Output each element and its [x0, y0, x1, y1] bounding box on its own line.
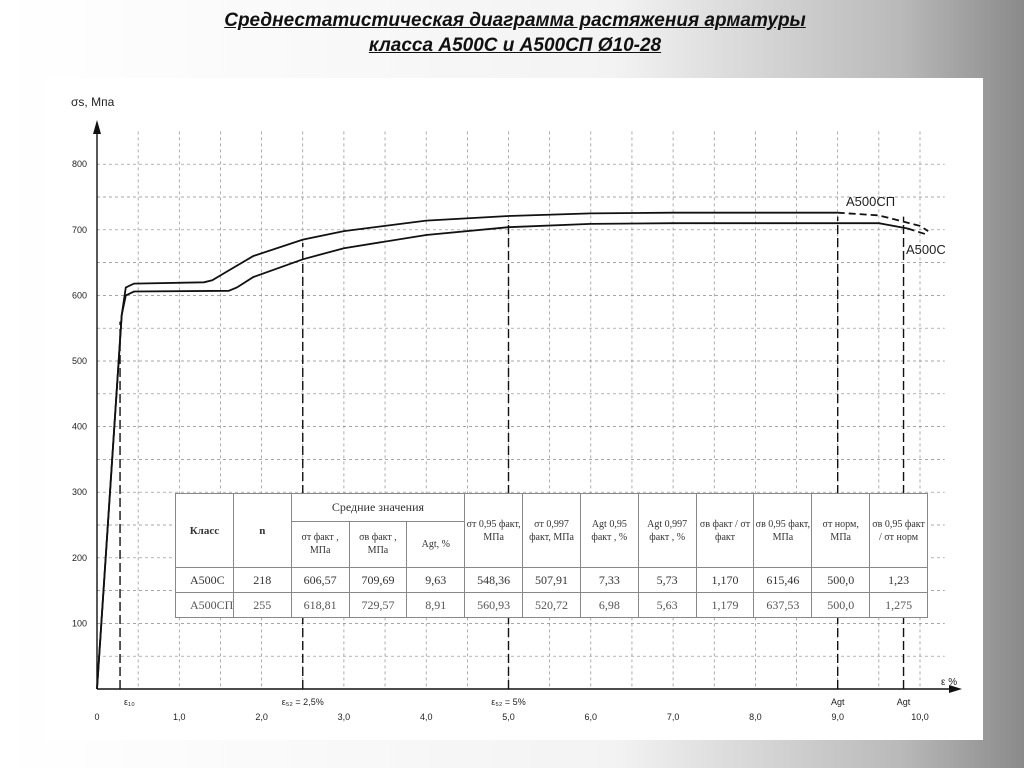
table-cell: 1,179 [696, 593, 754, 618]
strain-marker-label: ε₅₂ = 2,5% [281, 697, 324, 707]
y-tick-label: 700 [71, 224, 87, 235]
x-tick-label: 1,0 [173, 712, 186, 722]
x-tick-label: 6,0 [584, 712, 598, 722]
stats-table [175, 493, 928, 618]
table-cell: 500,0 [812, 568, 870, 593]
table-cell: 560,93 [465, 593, 523, 618]
col-header-sigma-t-norm: σт норм, МПа [812, 494, 870, 568]
table-cell: 606,57 [291, 568, 349, 593]
x-tick-label: 8,0 [749, 712, 762, 722]
col-header-avg-group: Средние значения [291, 494, 465, 522]
x-tick-label: 7,0 [666, 712, 680, 722]
table-cell: 637,53 [754, 593, 812, 618]
x-tick-label: 9,0 [831, 712, 844, 722]
x-tick-label: 5,0 [502, 712, 515, 722]
table-cell: 618,81 [291, 593, 349, 618]
col-header-sigma-t-095: σт 0,95 факт, МПа [465, 494, 523, 568]
table-cell: 5,63 [638, 593, 696, 618]
x-tick-label: 2,0 [255, 712, 268, 722]
col-header-class: Класс [176, 494, 234, 568]
y-tick-label: 100 [71, 618, 87, 629]
table-cell: 255 [233, 593, 291, 618]
table-cell: 1,23 [870, 568, 928, 593]
stats-table-wrapper [175, 493, 928, 618]
table-cell: 6,98 [580, 593, 638, 618]
strain-marker-label: Agt [830, 697, 845, 707]
y-tick-label: 400 [71, 421, 87, 432]
y-axis-arrow [93, 120, 101, 134]
y-tick-label: 600 [71, 290, 87, 301]
y-axis-label: σs, Мпа [71, 95, 115, 109]
table-cell: 7,33 [580, 568, 638, 593]
table-cell: А500С [176, 568, 234, 593]
x-tick-label: 4,0 [419, 712, 433, 722]
strain-marker-label: Agt [896, 697, 911, 707]
slide-title [0, 8, 1024, 58]
col-header-avg-sigma-t: σт факт , МПа [291, 521, 349, 567]
strain-marker-label: ε₅₂ = 5% [491, 697, 526, 707]
title-line-1: Среднестатистическая диаграмма растяжения арматуры [224, 10, 806, 31]
stress-strain-chart [44, 78, 983, 740]
table-cell: 8,91 [407, 593, 465, 618]
y-tick-label: 300 [71, 487, 87, 498]
table-cell: 1,275 [870, 593, 928, 618]
series-label-a500sp: А500СП [846, 194, 896, 209]
table-cell: 5,73 [638, 568, 696, 593]
series-label-a500s: А500С [906, 242, 946, 257]
table-cell: А500СП [176, 593, 234, 618]
col-header-ratio: σв факт / σт факт [696, 494, 754, 568]
table-cell: 615,46 [754, 568, 812, 593]
y-tick-label: 800 [71, 159, 87, 170]
col-header-n: n [233, 494, 291, 568]
col-header-agt-095: Agt 0,95 факт , % [580, 494, 638, 568]
table-row [176, 593, 928, 618]
y-tick-label: 200 [71, 552, 87, 563]
table-cell: 218 [233, 568, 291, 593]
chart-panel [44, 78, 983, 740]
title-line-2: класса А500С и А500СП Ø10-28 [368, 35, 662, 56]
col-header-ratio-norm: σв 0,95 факт / σт норм [870, 494, 928, 568]
x-tick-label: 3,0 [337, 712, 351, 722]
table-cell: 729,57 [349, 593, 407, 618]
series-tail-a500sp [838, 213, 929, 231]
series-line-a500s [97, 223, 908, 689]
table-cell: 709,69 [349, 568, 407, 593]
x-tick-label: 10,0 [911, 712, 929, 722]
table-cell: 507,91 [523, 568, 581, 593]
table-cell: 9,63 [407, 568, 465, 593]
col-header-avg-sigma-v: σв факт , МПа [349, 521, 407, 567]
table-row [176, 568, 928, 593]
col-header-agt-0997: Agt 0,997 факт , % [638, 494, 696, 568]
table-cell: 548,36 [465, 568, 523, 593]
strain-marker-label: ε₁₀ [124, 697, 135, 707]
col-header-sigma-v-095: σв 0,95 факт, МПа [754, 494, 812, 568]
table-cell: 1,170 [696, 568, 754, 593]
table-cell: 500,0 [812, 593, 870, 618]
col-header-sigma-t-0997: σт 0,997 факт, МПа [523, 494, 581, 568]
x-tick-label: 0 [94, 712, 100, 722]
table-cell: 520,72 [523, 593, 581, 618]
y-tick-label: 500 [71, 356, 87, 366]
col-header-avg-agt: Agt, % [407, 521, 465, 567]
x-axis-label: ε % [941, 677, 958, 688]
